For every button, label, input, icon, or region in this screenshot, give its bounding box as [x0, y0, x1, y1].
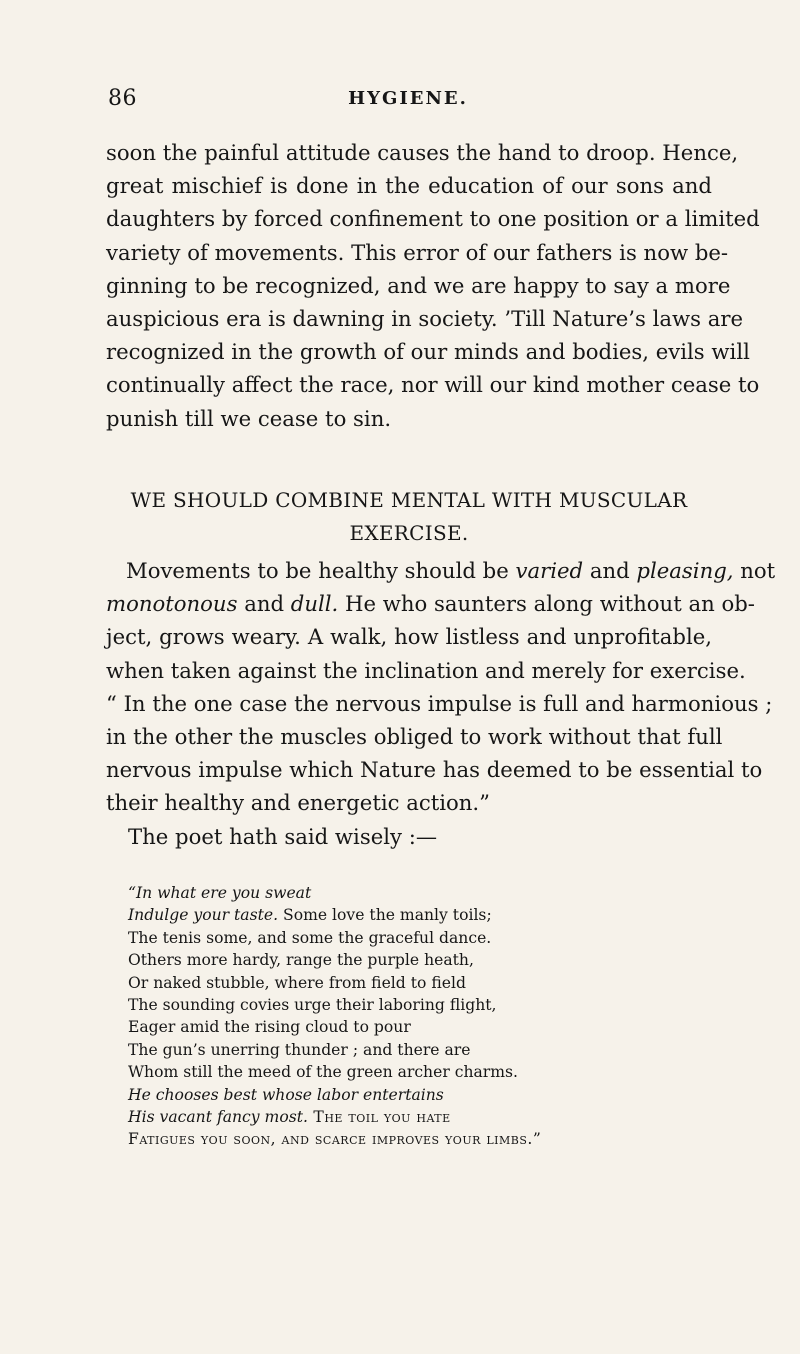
running-head: HYGIENE. [348, 88, 468, 109]
poem-quotation [128, 882, 708, 1151]
paragraph-2 [106, 554, 776, 853]
text-run: not [733, 558, 776, 583]
text-line: nervous impulse which Nature has deemed to be essential to [106, 757, 763, 783]
text-line: their healthy and energetic action.” [106, 790, 490, 816]
text-line: in the other the muscles obliged to work without that full [106, 724, 723, 750]
poem-line [128, 1106, 708, 1128]
text-line: ject, grows weary. A walk, how listless and unprofitable, [106, 624, 712, 650]
text-line [106, 554, 776, 587]
text-line: recognized in the growth of our minds and bodies, evils will [106, 339, 750, 365]
italic-run: monotonous [106, 591, 238, 617]
italic-run: pleasing, [636, 558, 734, 583]
poem-line: Others more hardy, range the purple heath, [128, 951, 474, 970]
text-line: continually affect the race, nor will our kind mother cease to [106, 372, 760, 398]
page-header [108, 86, 708, 114]
text-line: punish till we cease to sin. [106, 405, 392, 431]
italic-run: His vacant fancy most. [128, 1108, 308, 1127]
poem-line: Fatigues you soon, and scarce improves your limbs.” [128, 1130, 542, 1149]
text-line: when taken against the inclination and merely for exercise. [106, 657, 746, 683]
poem-line: He chooses best whose labor entertains [128, 1085, 444, 1104]
text-line: “ In the one case the nervous impulse is full and harmonious ; [106, 690, 773, 716]
text-line: soon the painful attitude causes the hand to droop. Hence, [106, 140, 739, 165]
text-line: auspicious era is dawning in society. ’Till Nature’s laws are [106, 306, 744, 332]
poem-line: The gun’s unerring thunder ; and there are [128, 1040, 471, 1059]
text-run: He who saunters along without an ob- [338, 591, 755, 617]
poem-line: “In what ere you sweat [128, 884, 312, 902]
text-line: variety of movements. This error of our fathers is now be- [106, 239, 729, 265]
small-caps-run: The toil you hate [307, 1108, 451, 1127]
poem-line [128, 904, 708, 926]
text-run: and [237, 591, 291, 617]
text-run: Movements to be healthy should be [126, 558, 516, 583]
italic-run: varied [515, 558, 584, 583]
text-line [106, 587, 755, 620]
poem-line: The sounding covies urge their laboring flight, [128, 996, 497, 1015]
poem-line: Or naked stubble, where from field to field [128, 973, 466, 992]
paragraph-1 [106, 136, 760, 435]
poem-line: The tenis some, and some the graceful dance. [128, 928, 492, 947]
text-line: daughters by forced confinement to one position or a limited [106, 206, 760, 232]
page-number: 86 [108, 86, 137, 111]
text-run: and [583, 558, 637, 583]
italic-run: Indulge your taste. [128, 906, 279, 925]
text-run: Some love the manly toils; [278, 906, 492, 925]
italic-run: dull. [290, 591, 339, 617]
text-line: great mischief is done in the education of our sons and [106, 173, 712, 199]
section-heading-line-1: WE SHOULD COMBINE MENTAL WITH MUSCULAR [130, 488, 688, 512]
text-line: The poet hath said wisely :— [128, 823, 438, 849]
section-heading-line-2: EXERCISE. [349, 521, 469, 545]
text-line: ginning to be recognized, and we are happy to say a more [106, 272, 731, 298]
poem-line: Eager amid the rising cloud to pour [128, 1018, 411, 1037]
section-heading [106, 484, 712, 550]
poem-line: Whom still the meed of the green archer charms. [128, 1063, 519, 1082]
